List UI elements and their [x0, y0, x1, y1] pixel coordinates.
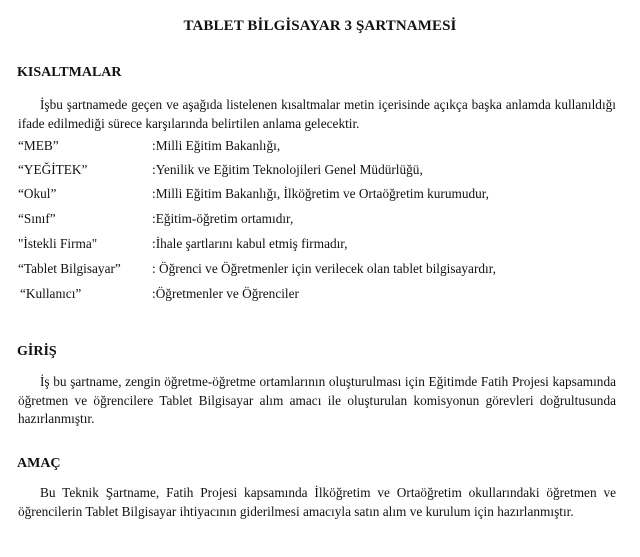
abbreviation-definition: : Öğrenci ve Öğretmenler için verilecek olan tablet bilgisayardır,: [152, 261, 496, 276]
abbreviation-definition: :Milli Eğitim Bakanlığı, İlköğretim ve Ortaöğretim kurumudur,: [152, 186, 490, 201]
abbreviation-definition: :Öğretmenler ve Öğrenciler: [152, 286, 299, 301]
abbreviation-term: “Okul”: [18, 186, 57, 201]
amac-paragraph: [18, 484, 616, 521]
document-title: TABLET BİLGİSAYAR 3 ŞARTNAMESİ: [183, 18, 457, 34]
giris-paragraph: [18, 373, 616, 429]
abbreviation-term: “Sınıf”: [18, 211, 56, 226]
abbreviation-term: “MEB”: [18, 138, 59, 153]
abbreviation-term: “Tablet Bilgisayar”: [18, 261, 121, 276]
giris-paragraph-text: İş bu şartname, zengin öğretme-öğretme ortamlarının oluşturulması için Eğitimde Fatih Projesi kapsamında öğretmen ve öğrencilere Tablet Bilgisayar alım amacı ile oluşturulan komisyonun görevleri doğrultusunda hazırlanmıştır.: [18, 374, 616, 426]
kisaltmalar-intro: [18, 96, 616, 133]
abbreviation-definition: :Eğitim-öğretim ortamıdır,: [152, 211, 294, 226]
abbreviation-definition: :Yenilik ve Eğitim Teknolojileri Genel Müdürlüğü,: [152, 162, 423, 177]
abbreviation-definition: :Milli Eğitim Bakanlığı,: [152, 138, 281, 153]
abbreviation-term: “YEĞİTEK”: [18, 162, 88, 177]
abbreviation-definition: :İhale şartlarını kabul etmiş firmadır,: [152, 236, 348, 251]
abbreviation-term: “Kullanıcı”: [20, 286, 82, 301]
section-heading-kisaltmalar: KISALTMALAR: [17, 65, 122, 80]
section-heading-amac: AMAÇ: [17, 456, 61, 471]
section-heading-giris: GİRİŞ: [17, 344, 57, 359]
amac-paragraph-text: Bu Teknik Şartname, Fatih Projesi kapsamında İlköğretim ve Ortaöğretim okullarındaki öğretmen ve öğrencilerin Tablet Bilgisayar ihtiyacının giderilmesi amacıyla satın alım ve kurulum için hazırlanmıştır.: [18, 485, 616, 519]
kisaltmalar-intro-text: İşbu şartnamede geçen ve aşağıda listelenen kısaltmalar metin içerisinde açıkça başka anlamda kullanıldığı ifade edilmediği sürece karşılarında belirtilen anlama gelecektir.: [18, 97, 616, 131]
abbreviation-term: "İstekli Firma": [18, 236, 98, 251]
